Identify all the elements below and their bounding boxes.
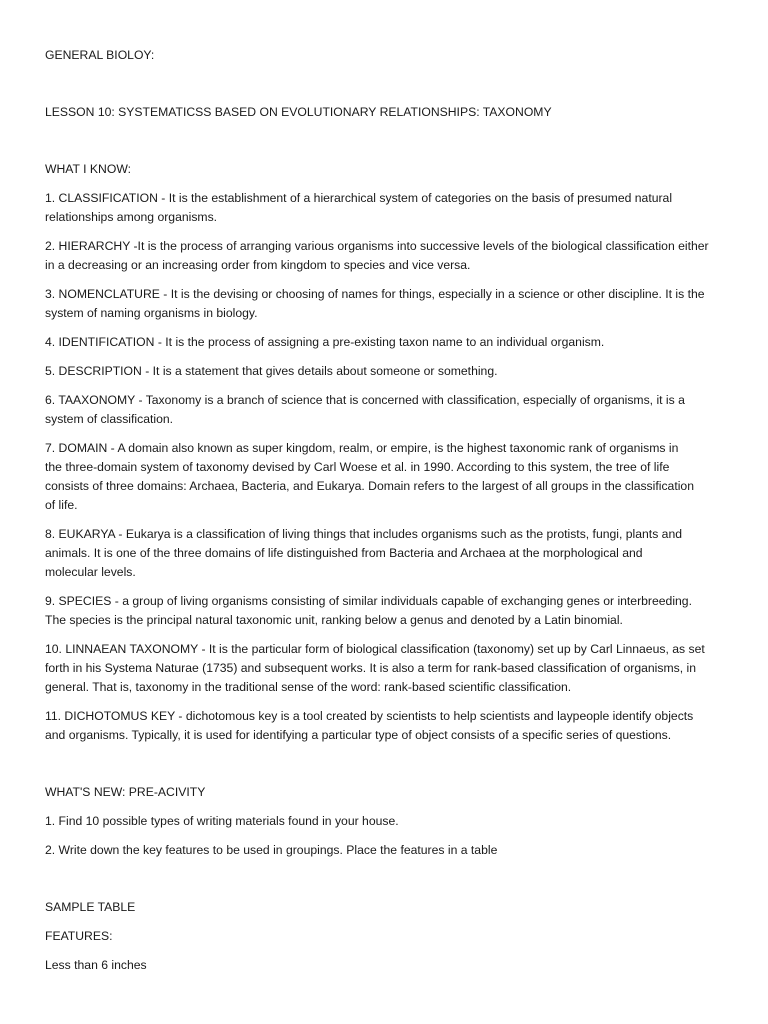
whats-new-heading: WHAT'S NEW: PRE-ACIVITY: [45, 785, 206, 799]
definition-item: [45, 189, 725, 227]
definition-item: [45, 391, 725, 429]
definition-line: forth in his Systema Naturae (1735) and subsequent works. It is also a term for rank-based classification of organisms, in: [45, 661, 696, 675]
lesson-title: LESSON 10: SYSTEMATICSS BASED ON EVOLUTIONARY RELATIONSHIPS: TAXONOMY: [45, 105, 552, 119]
definition-item: [45, 237, 725, 275]
definition-line: of life.: [45, 498, 78, 512]
definition-item: [45, 707, 725, 745]
whats-new-item: 1. Find 10 possible types of writing materials found in your house.: [45, 814, 399, 828]
definition-line: animals. It is one of the three domains of life distinguished from Bacteria and Archaea at the morphological and: [45, 546, 643, 560]
definition-line: relationships among organisms.: [45, 210, 218, 224]
definition-line: 5. DESCRIPTION - It is a statement that gives details about someone or something.: [45, 364, 498, 378]
definition-line: 1. CLASSIFICATION - It is the establishment of a hierarchical system of categories on the basis of presumed natural: [45, 191, 673, 205]
document-page: [45, 46, 725, 985]
whats-new-item: 2. Write down the key features to be used in groupings. Place the features in a table: [45, 843, 498, 857]
definition-item: [45, 640, 725, 697]
spacer: [45, 75, 725, 103]
spacer: [45, 870, 725, 898]
definition-item: [45, 285, 725, 323]
what-i-know-list: [45, 189, 725, 745]
definition-line: 9. SPECIES - a group of living organisms consisting of similar individuals capable of exchanging genes or interbreeding.: [45, 594, 692, 608]
definition-line: 11. DICHOTOMUS KEY - dichotomous key is a tool created by scientists to help scientists and laypeople identify objects: [45, 709, 694, 723]
what-i-know-heading: WHAT I KNOW:: [45, 162, 131, 176]
definition-line: general. That is, taxonomy in the traditional sense of the word: rank-based scientific classification.: [45, 680, 572, 694]
definition-line: the three-domain system of taxonomy devised by Carl Woese et al. in 1990. According to this system, the tree of life: [45, 460, 670, 474]
definition-line: 2. HIERARCHY -It is the process of arranging various organisms into successive levels of the biological classification either: [45, 239, 709, 253]
definition-line: system of classification.: [45, 412, 174, 426]
definition-line: system of naming organisms in biology.: [45, 306, 258, 320]
definition-line: 7. DOMAIN - A domain also known as super kingdom, realm, or empire, is the highest taxonomic rank of organisms in: [45, 441, 679, 455]
definition-line: molecular levels.: [45, 565, 136, 579]
features-label: FEATURES:: [45, 929, 113, 943]
definition-line: 6. TAAXONOMY - Taxonomy is a branch of science that is concerned with classification, especially of organisms, it is a: [45, 393, 685, 407]
feature-item: Less than 6 inches: [45, 958, 147, 972]
definition-line: consists of three domains: Archaea, Bacteria, and Eukarya. Domain refers to the largest of all groups in the classification: [45, 479, 694, 493]
sample-table-heading: SAMPLE TABLE: [45, 900, 136, 914]
definition-line: 10. LINNAEAN TAXONOMY - It is the particular form of biological classification (taxonomy) set up by Carl Linnaeus, as set: [45, 642, 705, 656]
definition-item: [45, 362, 725, 381]
definition-line: 3. NOMENCLATURE - It is the devising or choosing of names for things, especially in a science or other discipline. It is the: [45, 287, 705, 301]
definition-item: [45, 333, 725, 352]
subject-title: GENERAL BIOLOY:: [45, 48, 155, 62]
spacer: [45, 132, 725, 160]
definition-line: The species is the principal natural taxonomic unit, ranking below a genus and denoted by a Latin binomial.: [45, 613, 623, 627]
spacer: [45, 755, 725, 783]
definition-line: 8. EUKARYA - Eukarya is a classification of living things that includes organisms such as the protists, fungi, plants and: [45, 527, 683, 541]
definition-line: and organisms. Typically, it is used for identifying a particular type of object consists of a specific series of questions.: [45, 728, 672, 742]
definition-line: 4. IDENTIFICATION - It is the process of assigning a pre-existing taxon name to an individual organism.: [45, 335, 605, 349]
definition-line: in a decreasing or an increasing order from kingdom to species and vice versa.: [45, 258, 471, 272]
definition-item: [45, 439, 725, 515]
definition-item: [45, 525, 725, 582]
definition-item: [45, 592, 725, 630]
